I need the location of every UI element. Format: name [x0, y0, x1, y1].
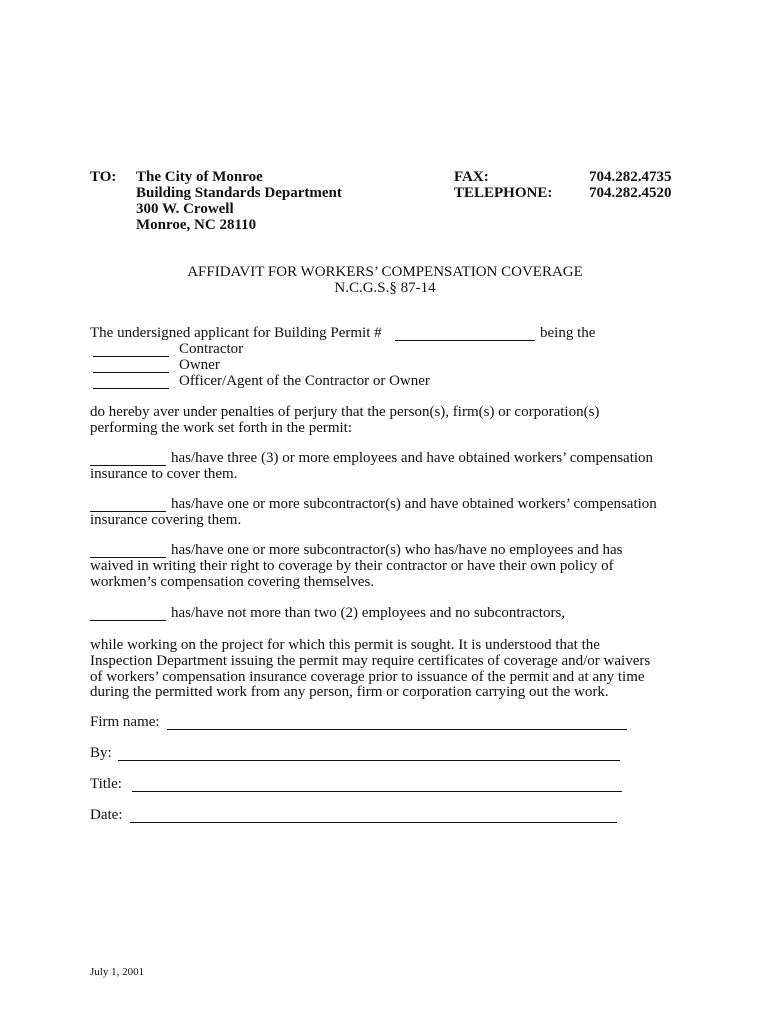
- address-line-4: Monroe, NC 28110: [136, 217, 257, 233]
- date-label: Date:: [90, 807, 123, 823]
- footer-date: July 1, 2001: [90, 966, 145, 978]
- firm-name-label: Firm name:: [90, 714, 160, 730]
- intro-text-start: The undersigned applicant for Building Permit #: [90, 325, 382, 341]
- title-label: Title:: [90, 776, 122, 792]
- officer-agent-blank[interactable]: [93, 388, 169, 389]
- option-2-line-2: insurance covering them.: [90, 512, 242, 528]
- closing-line-1: while working on the project for which this permit is sought. It is understood that the: [90, 637, 600, 653]
- address-line-3: 300 W. Crowell: [136, 201, 234, 217]
- to-label: TO:: [90, 169, 117, 185]
- role-owner: Owner: [179, 357, 220, 373]
- fax-value: 704.282.4735: [589, 169, 672, 185]
- owner-blank[interactable]: [93, 372, 169, 373]
- permit-number-field[interactable]: [395, 340, 535, 341]
- title-field[interactable]: [132, 791, 622, 792]
- firm-name-field[interactable]: [167, 729, 627, 730]
- by-field[interactable]: [118, 760, 620, 761]
- option-3-line-2: waived in writing their right to coverage by their contractor or have their own policy of: [90, 558, 614, 574]
- by-label: By:: [90, 745, 112, 761]
- address-line-1: The City of Monroe: [136, 169, 263, 185]
- telephone-label: TELEPHONE:: [454, 185, 553, 201]
- closing-line-3: of workers’ compensation insurance coverage prior to issuance of the permit and at any time: [90, 669, 645, 685]
- option-4-line-1: has/have not more than two (2) employees and no subcontractors,: [171, 605, 566, 621]
- option-3-line-1: has/have one or more subcontractor(s) who has/have no employees and has: [171, 542, 623, 558]
- option-3-line-3: workmen’s compensation covering themselves.: [90, 574, 375, 590]
- option-2-line-1: has/have one or more subcontractor(s) and have obtained workers’ compensation: [171, 496, 657, 512]
- affidavit-title: AFFIDAVIT FOR WORKERS’ COMPENSATION COVERAGE: [187, 264, 583, 280]
- closing-line-2: Inspection Department issuing the permit may require certificates of coverage and/or waivers: [90, 653, 651, 669]
- date-field[interactable]: [130, 822, 617, 823]
- statute-reference: N.C.G.S.§ 87-14: [334, 280, 436, 296]
- address-line-2: Building Standards Department: [136, 185, 342, 201]
- role-officer-agent: Officer/Agent of the Contractor or Owner: [179, 373, 430, 389]
- telephone-value: 704.282.4520: [589, 185, 672, 201]
- option-1-line-2: insurance to cover them.: [90, 466, 238, 482]
- role-contractor: Contractor: [179, 341, 244, 357]
- intro-text-end: being the: [540, 325, 596, 341]
- contractor-blank[interactable]: [93, 356, 169, 357]
- option-4-blank[interactable]: [90, 620, 166, 621]
- fax-label: FAX:: [454, 169, 489, 185]
- closing-line-4: during the permitted work from any person, firm or corporation carrying out the work.: [90, 684, 609, 700]
- aver-line-1: do hereby aver under penalties of perjury that the person(s), firm(s) or corporation(s): [90, 404, 600, 420]
- option-1-line-1: has/have three (3) or more employees and have obtained workers’ compensation: [171, 450, 654, 466]
- aver-line-2: performing the work set forth in the permit:: [90, 420, 353, 436]
